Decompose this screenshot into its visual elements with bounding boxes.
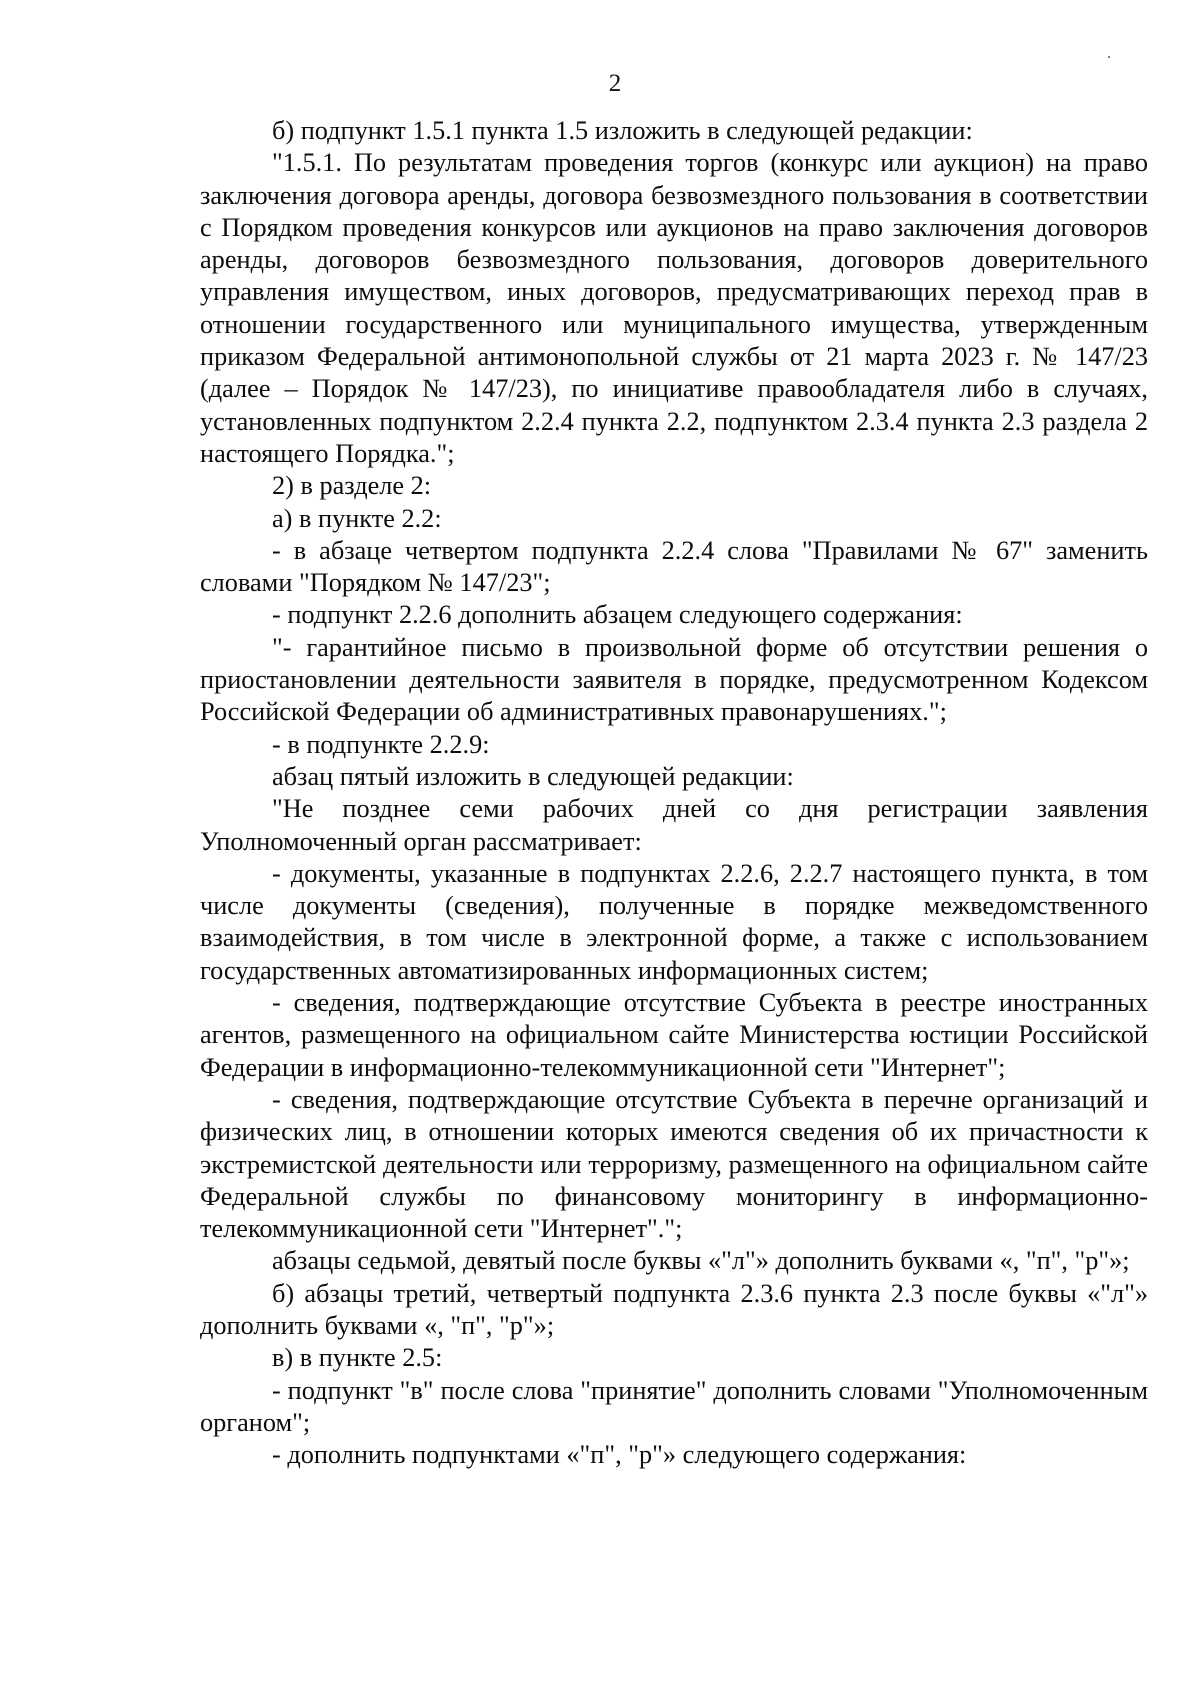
paragraph-7: "- гарантийное письмо в произвольной форме об отсутствии решения о приостановлении деятельности заявителя в порядке, предусмотренном Кодексом Российской Федерации об административных правонарушениях.";	[200, 632, 1148, 727]
paragraph-14: абзацы седьмой, девятый после буквы «"л"» дополнить буквами «, "п", "р"»;	[272, 1246, 1130, 1276]
paragraph-13: - сведения, подтверждающие отсутствие Субъекта в перечне организаций и физических лиц, в отношении которых имеются сведения об их причастности к экстремистской деятельности или терроризму, размещенного на официальном сайте Федеральной службы по финансовому мониторингу в информационно-телекоммуникационной сети "Интернет".";	[200, 1084, 1148, 1244]
paragraph-17: - подпункт "в" после слова "принятие" дополнить словами "Уполномоченным органом";	[200, 1375, 1148, 1437]
paragraph-5: - в абзаце четвертом подпункта 2.2.4 слова "Правилами № 67" заменить словами "Порядком № 147/23";	[200, 535, 1148, 598]
paragraph-2: "1.5.1. По результатам проведения торгов (конкурс или аукцион) на право заключения договора аренды, договора безвозмездного пользования в соответствии с Порядком проведения конкурсов или аукционов на право заключения договоров аренды, договоров безвозмездного пользования, договоров доверительного управления имуществом, иных договоров, предусматривающих переход прав в отношении государственного или муниципального имущества, утвержденным приказом Федеральной антимонопольной службы от 21 марта 2023 г. № 147/23 (далее – Порядок № 147/23), по инициативе правообладателя либо в случаях, установленных подпунктом 2.2.4 пункта 2.2, подпунктом 2.3.4 пункта 2.3 раздела 2 настоящего Порядка.";	[200, 148, 1148, 468]
paragraph-6: - подпункт 2.2.6 дополнить абзацем следующего содержания:	[272, 600, 963, 630]
paragraph-11: - документы, указанные в подпунктах 2.2.6, 2.2.7 настоящего пункта, в том числе документы (сведения), полученные в порядке межведомственного взаимодействия, в том числе в электронной форме, а также с использованием государственных автоматизированных информационных систем;	[200, 858, 1148, 985]
scan-speck	[1108, 56, 1110, 58]
paragraph-16: в) в пункте 2.5:	[272, 1343, 443, 1373]
paragraph-15: б) абзацы третий, четвертый подпункта 2.3.6 пункта 2.3 после буквы «"л"» дополнить буквами «, "п", "р"»;	[200, 1278, 1148, 1340]
paragraph-1: б) подпункт 1.5.1 пункта 1.5 изложить в следующей редакции:	[272, 116, 973, 145]
paragraph-4: а) в пункте 2.2:	[272, 503, 442, 533]
page-number: 2	[608, 70, 622, 97]
paragraph-12: - сведения, подтверждающие отсутствие Субъекта в реестре иностранных агентов, размещенного на официальном сайте Министерства юстиции Российской Федерации в информационно-телекоммуникационной сети "Интернет";	[200, 988, 1148, 1082]
paragraph-18: - дополнить подпунктами «"п", "р"» следующего содержания:	[272, 1440, 967, 1470]
document-body	[200, 115, 1148, 1471]
paragraph-10: "Не позднее семи рабочих дней со дня регистрации заявления Уполномоченный орган рассматривает:	[200, 794, 1148, 856]
paragraph-3: 2) в разделе 2:	[272, 471, 432, 501]
paragraph-9: абзац пятый изложить в следующей редакции:	[272, 761, 794, 791]
paragraph-8: - в подпункте 2.2.9:	[272, 729, 490, 759]
